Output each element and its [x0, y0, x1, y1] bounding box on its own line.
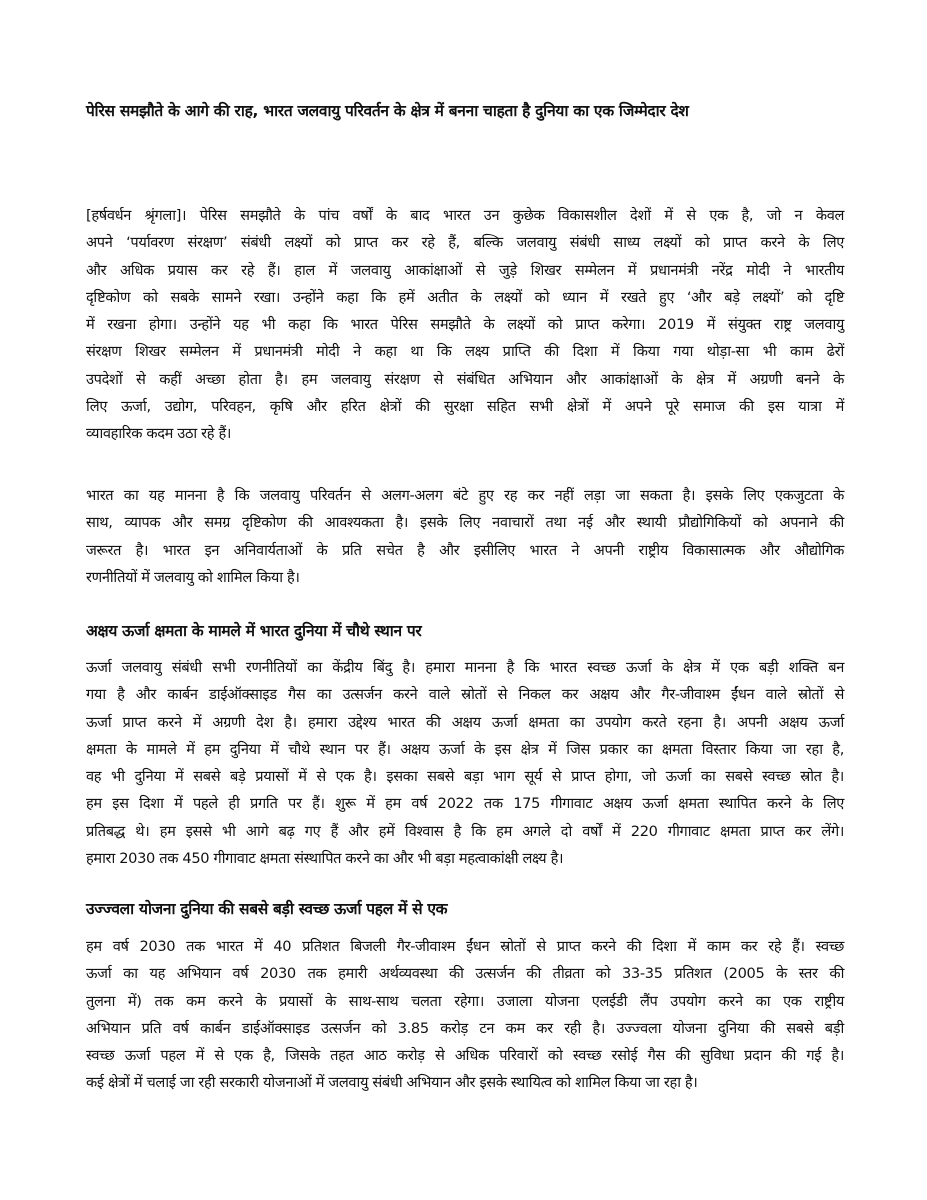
text-line: अपने ‘पर्यावरण संरक्षण’ संबंधी लक्ष्यों को प्राप्त कर रहे हैं, बल्कि जलवायु संबंधी साध्य लक्ष्यों को प्राप्त करने के लिए — [86, 234, 844, 252]
text-line: में रखना होगा। उन्होंने यह भी कहा कि भारत पेरिस समझौते के लक्ष्यों को प्राप्त करेगा। 2019 में संयुक्त राष्ट्र जलवायु — [86, 316, 844, 334]
article-title: पेरिस समझौते के आगे की राह, भारत जलवायु परिवर्तन के क्षेत्र में बनना चाहता है दुनिया का एक जिम्मेदार देश — [86, 102, 689, 120]
text-line: ऊर्जा प्राप्त करने में अग्रणी देश है। हमारा उद्देश्य भारत की अक्षय ऊर्जा क्षमता का उपयोग करते रहना है। अपनी अक्षय ऊर्जा — [86, 713, 844, 731]
text-line: ऊर्जा का यह अभियान वर्ष 2030 तक हमारी अर्थव्यवस्था की उत्सर्जन की तीव्रता को 33-35 प्रतिशत (2005 के स्तर की — [86, 965, 844, 983]
text-line: प्रतिबद्ध थे। हम इससे भी आगे बढ़ गए हैं और हमें विश्वास है कि हम अगले दो वर्षों में 220 गीगावाट क्षमता प्राप्त कर लेंगे। — [86, 822, 844, 840]
text-line: हम इस दिशा में पहले ही प्रगति पर हैं। शुरू में हम वर्ष 2022 तक 175 गीगावाट अक्षय ऊर्जा क्षमता स्थापित करने के लिए — [86, 795, 844, 813]
text-line: संरक्षण शिखर सम्मेलन में प्रधानमंत्री मोदी ने कहा था कि लक्ष्य प्राप्ति की दिशा में किया गया थोड़ा-सा भी काम ढेरों — [86, 343, 844, 361]
text-line: लिए ऊर्जा, उद्योग, परिवहन, कृषि और हरित क्षेत्रों की सुरक्षा सहित सभी क्षेत्रों में अपने पूरे समाज की इस यात्रा में — [86, 398, 844, 416]
text-line: रणनीतियों में जलवायु को शामिल किया है। — [86, 568, 300, 586]
paragraph-approach — [86, 482, 844, 591]
text-line: क्षमता के मामले में हम दुनिया में चौथे स्थान पर हैं। अक्षय ऊर्जा के इस क्षेत्र में जिस प्रकार का क्षमता विस्तार किया जा रहा है, — [86, 740, 844, 758]
text-line: अभियान प्रति वर्ष कार्बन डाईऑक्साइड उत्सर्जन को 3.85 करोड़ टन कम कर रही है। उज्ज्वला योजना दुनिया की सबसे बड़ी — [86, 1019, 844, 1037]
text-line: तुलना में) तक कम करने के प्रयासों के साथ-साथ चलता रहेगा। उजाला योजना एलईडी लैंप उपयोग करने का एक राष्ट्रीय — [86, 992, 844, 1010]
text-line: व्यावहारिक कदम उठा रहे हैं। — [86, 425, 232, 443]
text-line: दृष्टिकोण को सबके सामने रखा। उन्होंने कहा कि हमें अतीत के लक्ष्यों को ध्यान में रखते हुए ‘और बड़े लक्ष्यों’ को दृष्टि — [86, 288, 844, 306]
section-heading-ujjwala: उज्ज्वला योजना दुनिया की सबसे बड़ी स्वच्छ ऊर्जा पहल में से एक — [86, 900, 448, 918]
text-line: उपदेशों से कहीं अच्छा होता है। हम जलवायु संरक्षण से संबंधित अभियान और आकांक्षाओं के क्षेत्र में अग्रणी बनने के — [86, 370, 844, 388]
text-line: [हर्षवर्धन श्रृंगला]। पेरिस समझौते के पांच वर्षों के बाद भारत उन कुछेक विकासशील देशों में से एक है, जो न केवल — [86, 207, 844, 224]
section-heading-renewable: अक्षय ऊर्जा क्षमता के मामले में भारत दुनिया में चौथे स्थान पर — [86, 622, 422, 640]
text-line: ऊर्जा जलवायु संबंधी सभी रणनीतियों का केंद्रीय बिंदु है। हमारा मानना है कि भारत स्वच्छ ऊर्जा के क्षेत्र में एक बड़ी शक्ति बन — [86, 659, 844, 676]
text-line: और अधिक प्रयास कर रहे हैं। हाल में जलवायु आकांक्षाओं से जुड़े शिखर सम्मेलन में प्रधानमंत्री नरेंद्र मोदी ने भारतीय — [86, 261, 844, 279]
paragraph-intro — [86, 202, 844, 448]
text-line: साथ, व्यापक और समग्र दृष्टिकोण की आवश्यकता है। इसके लिए नवाचारों तथा नई और स्थायी प्रौद्योगिकियों को अपनाने की — [86, 514, 844, 532]
text-line: गया है और कार्बन डाईऑक्साइड गैस का उत्सर्जन करने वाले स्रोतों से निकल कर अक्षय और गैर-जीवाश्म ईंधन वाले स्रोतों से — [86, 686, 844, 704]
text-line: वह भी दुनिया में सबसे बड़े प्रयासों में से एक है। इसका सबसे बड़ा भाग सूर्य से प्राप्त होगा, जो ऊर्जा का सबसे स्वच्छ स्रोत है। — [86, 768, 844, 786]
paragraph-ujjwala — [86, 933, 844, 1097]
text-line: कई क्षेत्रों में चलाई जा रही सरकारी योजनाओं में जलवायु संबंधी अभियान और इसके स्थायित्व को शामिल किया जा रहा है। — [86, 1074, 698, 1092]
text-line: भारत का यह मानना है कि जलवायु परिवर्तन से अलग-अलग बंटे हुए रह कर नहीं लड़ा जा सकता है। इसके लिए एकजुटता के — [86, 487, 844, 504]
text-line: जरूरत है। भारत इन अनिवार्यताओं के प्रति सचेत है और इसीलिए भारत ने अपनी राष्ट्रीय विकासात्मक और औद्योगिक — [86, 541, 844, 559]
text-line: स्वच्छ ऊर्जा पहल में से एक है, जिसके तहत आठ करोड़ से अधिक परिवारों को स्वच्छ रसोई गैस की सुविधा प्रदान की गई है। — [86, 1047, 844, 1065]
text-line: हम वर्ष 2030 तक भारत में 40 प्रतिशत बिजली गैर-जीवाश्म ईंधन स्रोतों से प्राप्त करने की दिशा में काम कर रहे हैं। स्वच्छ — [86, 938, 844, 955]
text-line: हमारा 2030 तक 450 गीगावाट क्षमता संस्थापित करने का और भी बड़ा महत्वाकांक्षी लक्ष्य है। — [86, 850, 564, 868]
paragraph-renewable — [86, 654, 844, 872]
